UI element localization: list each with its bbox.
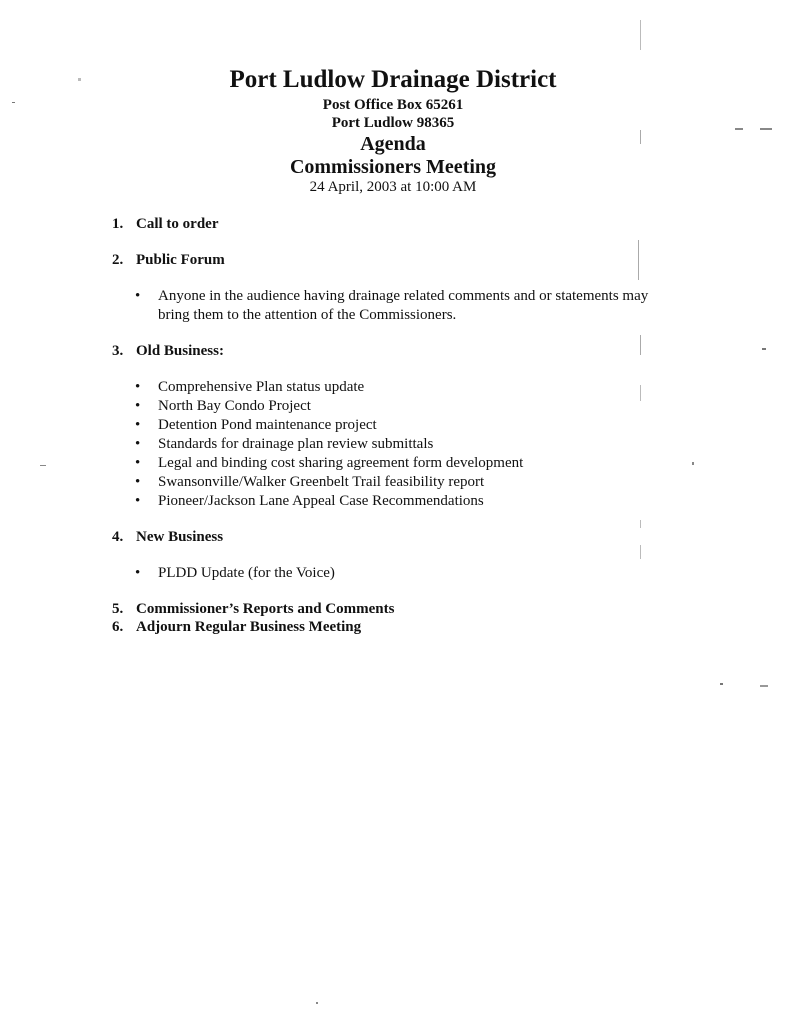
meeting-title: Commissioners Meeting [289,156,497,178]
item-label: Old Business: [136,343,224,359]
scan-speck [640,545,641,559]
agenda-item-commissioner-reports [112,600,394,618]
item-label: Call to order [136,216,219,232]
bullet-icon: • [135,493,141,509]
list-item [132,397,523,416]
scan-speck [40,465,46,466]
scan-speck [640,385,641,401]
agenda-item-adjourn [112,618,361,636]
item-number: 2. [112,252,124,268]
list-item [132,435,523,454]
bullet-icon: • [135,398,141,414]
bullet-icon: • [135,455,141,471]
list-item [132,378,523,397]
scan-speck [638,240,639,280]
list-item-text: Comprehensive Plan status update [158,379,365,395]
item-label: Commissioner’s Reports and Comments [136,601,395,617]
item-label: Public Forum [136,252,225,268]
address-line-2: Port Ludlow 98365 [331,115,455,131]
scan-speck [720,683,723,685]
item-number: 1. [112,216,124,232]
bullet-icon: • [135,379,141,395]
scan-speck [760,685,768,687]
list-item-text: Detention Pond maintenance project [158,417,377,433]
scan-speck [640,335,641,355]
scan-speck [762,348,766,350]
meeting-date: 24 April, 2003 at 10:00 AM [309,179,477,195]
bullet-icon: • [135,474,141,490]
scan-speck [760,128,772,130]
list-item [132,492,523,511]
item-label: New Business [136,529,224,545]
list-item-text: PLDD Update (for the Voice) [158,565,335,581]
item-number: 3. [112,343,124,359]
old-business-list [132,378,523,511]
scan-speck [78,78,81,81]
scan-speck [12,102,15,103]
list-item-text: Standards for drainage plan review submittals [158,436,434,452]
document-header [0,64,786,196]
organization-name: Port Ludlow Drainage District [229,66,557,93]
scan-speck [735,128,743,130]
list-item [132,287,672,325]
agenda-item-call-to-order [112,215,218,233]
item-number: 4. [112,529,124,545]
list-item [132,473,523,492]
bullet-icon: • [135,436,141,452]
agenda-item-old-business [112,342,224,360]
new-business-list [132,564,335,583]
list-item [132,564,335,583]
list-item [132,416,523,435]
agenda-item-public-forum [112,251,225,269]
list-item-text: Swansonville/Walker Greenbelt Trail feasibility report [158,474,485,490]
scan-speck [692,462,694,465]
bullet-icon: • [135,288,141,304]
list-item-text: North Bay Condo Project [158,398,311,414]
agenda-title: Agenda [360,133,426,155]
public-forum-list [132,287,672,325]
item-number: 6. [112,619,124,635]
scan-speck [640,130,641,144]
list-item-text: Anyone in the audience having drainage related comments and or statements may bring them to the attention of the Commissioners. [158,288,649,323]
list-item-text: Legal and binding cost sharing agreement form development [158,455,524,471]
bullet-icon: • [135,417,141,433]
scan-speck [640,520,641,528]
list-item [132,454,523,473]
item-number: 5. [112,601,124,617]
item-label: Adjourn Regular Business Meeting [136,619,362,635]
bullet-icon: • [135,565,141,581]
scan-speck [640,20,641,50]
agenda-item-new-business [112,528,223,546]
address-line-1: Post Office Box 65261 [322,97,464,113]
scan-speck [316,1002,318,1004]
list-item-text: Pioneer/Jackson Lane Appeal Case Recommendations [158,493,484,509]
